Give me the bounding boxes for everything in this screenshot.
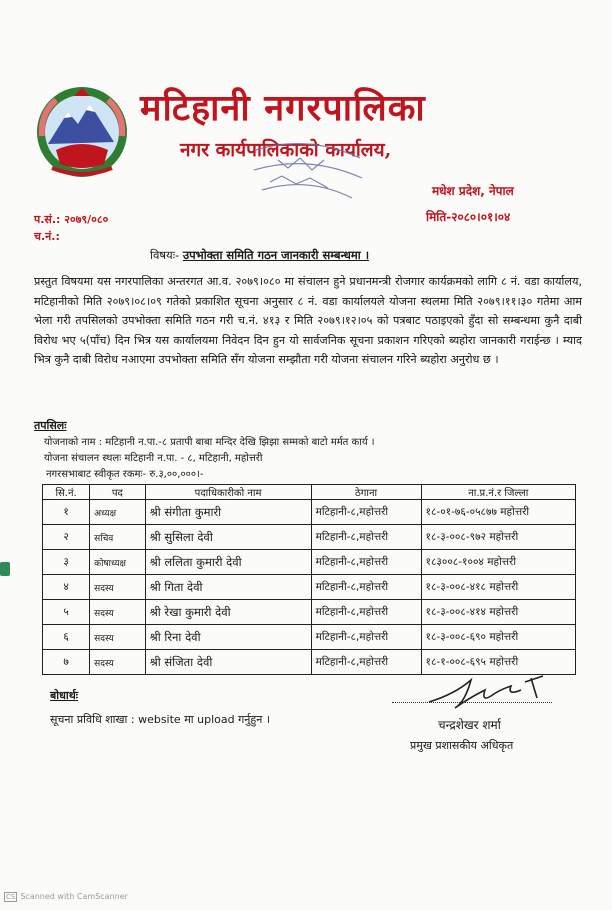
row-name: श्री गिता देवी: [145, 575, 311, 600]
scan-artifact-mark: [0, 560, 16, 578]
row-address: मटिहानी-८,महोत्तरी: [311, 500, 421, 525]
handwritten-signature-icon: [425, 672, 555, 718]
row-serial: ६: [43, 625, 90, 650]
row-position: सचिव: [90, 525, 145, 550]
letter-body: प्रस्तुत विषयमा यस नगरपालिका अन्तरगत आ.व. २०७९।०८० मा संचालन हुने प्रधानमन्त्री रोजगार कार्यक्रमको लागि ८ नं. वडा कार्यालय, मटिहानीको मिति २०७९।०८।०९ गतेको प्रकाशित सूचना अनुसार ८ नं. वडा कार्यालयले योजना स्थलमा मिति २०७९।११।३० गतेमा आम भेला गरी तपसिलको उपभोक्ता समिति गठन गरी च.नं. ४१३ र मिति २०७९।१२।०५ को पत्रबाट पठाइएको हुँदा सो सम्बन्धमा कुनै दाबी विरोध भए ५(पाँच) दिन भित्र यस कार्यालयमा निवेदन दिन हुन यो सार्वजनिक सूचना प्रकाशन गरिएको ब्यहोरा जानकारी गराईन्छ । म्याद भित्र कुनै दाबी विरोध नआएमा उपभोक्ता समिति सँग योजना सम्झौता गरी योजना संचालन गरिने ब्यहोरा अनुरोध छ ।: [34, 275, 582, 366]
subject-prefix: विषयः-: [150, 248, 180, 262]
row-name: श्री सुसिला देवी: [145, 525, 311, 550]
table-row: [43, 575, 576, 600]
cc-heading: बोधार्थः: [50, 689, 78, 702]
row-citizenship: १८-३-००८-६९० महोत्तरी: [421, 625, 576, 650]
row-address: मटिहानी-८,महोत्तरी: [311, 575, 421, 600]
scanner-watermark: [4, 892, 128, 902]
header-address: ठेगाना: [311, 485, 421, 500]
row-serial: २: [43, 525, 90, 550]
row-serial: १: [43, 500, 90, 525]
row-position: सदस्य: [90, 575, 145, 600]
header-name: पदाधिकारीको नाम: [145, 485, 311, 500]
row-position: अध्यक्ष: [90, 500, 145, 525]
row-position: कोषाध्यक्ष: [90, 550, 145, 575]
header-position: पद: [90, 485, 145, 500]
table-row: [43, 525, 576, 550]
office-stamp-icon: [248, 140, 366, 206]
signatory-name: चन्द्रशेखर शर्मा: [438, 718, 501, 732]
nepal-coat-of-arms-icon: [34, 84, 130, 180]
row-citizenship: १८-३-००८-४१८ महोत्तरी: [421, 575, 576, 600]
letter-date: मिति-२०८०।०१।०४: [426, 210, 511, 224]
subject-line: [150, 248, 369, 263]
signature-line: [392, 702, 552, 703]
row-position: सदस्य: [90, 600, 145, 625]
subject-text: उपभोक्ता समिति गठन जानकारी सम्बन्धमा ।: [182, 248, 370, 262]
row-address: मटिहानी-८,महोत्तरी: [311, 550, 421, 575]
row-serial: ५: [43, 600, 90, 625]
cc-it-section: सूचना प्रविधि शाखा : website मा upload गर्नुहुन ।: [50, 713, 270, 726]
row-address: मटिहानी-८,महोत्तरी: [311, 650, 421, 675]
row-position: सदस्य: [90, 650, 145, 675]
details-heading: तपसिलः: [34, 419, 67, 432]
table-header-row: [43, 485, 576, 500]
office-name: नगर कार्यपालिकाको कार्यालय,: [180, 139, 392, 161]
header-serial: सि.नं.: [43, 485, 90, 500]
row-serial: ४: [43, 575, 90, 600]
row-address: मटिहानी-८,महोत्तरी: [311, 600, 421, 625]
row-name: श्री रेखा कुमारी देवी: [145, 600, 311, 625]
organization-name: मटिहानी नगरपालिका: [140, 87, 426, 129]
table-row: [43, 625, 576, 650]
committee-table: [42, 484, 576, 675]
project-name: योजनाको नाम : मटिहानी न.पा.-८ प्रतापी बाबा मन्दिर देखि झिझा सम्मको बाटो मर्मत कार्य ।: [44, 437, 375, 448]
table-row: [43, 550, 576, 575]
approved-amount: नगरसभाबाट स्वीकृत रकमः- रु.३,००,०००।-: [46, 469, 204, 480]
row-name: श्री संगीता कुमारी: [145, 500, 311, 525]
table-row: [43, 500, 576, 525]
row-name: श्री संजिता देवी: [145, 650, 311, 675]
table-row: [43, 650, 576, 675]
scanner-watermark-text: Scanned with CamScanner: [20, 892, 128, 901]
table-row: [43, 600, 576, 625]
signatory-title: प्रमुख प्रशासकीय अधिकृत: [410, 739, 514, 752]
row-serial: ३: [43, 550, 90, 575]
row-citizenship: १८३००८-१००४ महोत्तरी: [421, 550, 576, 575]
row-citizenship: १८-०१-७६-०५८७७ महोत्तरी: [421, 500, 576, 525]
camscanner-logo-icon: CS: [6, 893, 16, 901]
reference-number: प.सं.: २०७९/०८०: [34, 213, 109, 226]
header-citizenship: ना.प्र.नं.र जिल्ला: [421, 485, 576, 500]
row-address: मटिहानी-८,महोत्तरी: [311, 625, 421, 650]
row-citizenship: १८-१-००८-६९५ महोत्तरी: [421, 650, 576, 675]
row-position: सदस्य: [90, 625, 145, 650]
project-location: योजना संचालन स्थलः मटिहानी न.पा. - ८, मटिहानी, महोत्तरी: [44, 453, 263, 464]
row-address: मटिहानी-८,महोत्तरी: [311, 525, 421, 550]
dispatch-number: च.नं.:: [34, 230, 60, 243]
row-name: श्री रिना देवी: [145, 625, 311, 650]
row-citizenship: १८-३-००८-४१४ महोत्तरी: [421, 600, 576, 625]
row-citizenship: १८-३-००८-९७२ महोत्तरी: [421, 525, 576, 550]
province-label: मधेश प्रदेश, नेपाल: [432, 184, 514, 198]
row-serial: ७: [43, 650, 90, 675]
row-name: श्री ललिता कुमारी देवी: [145, 550, 311, 575]
